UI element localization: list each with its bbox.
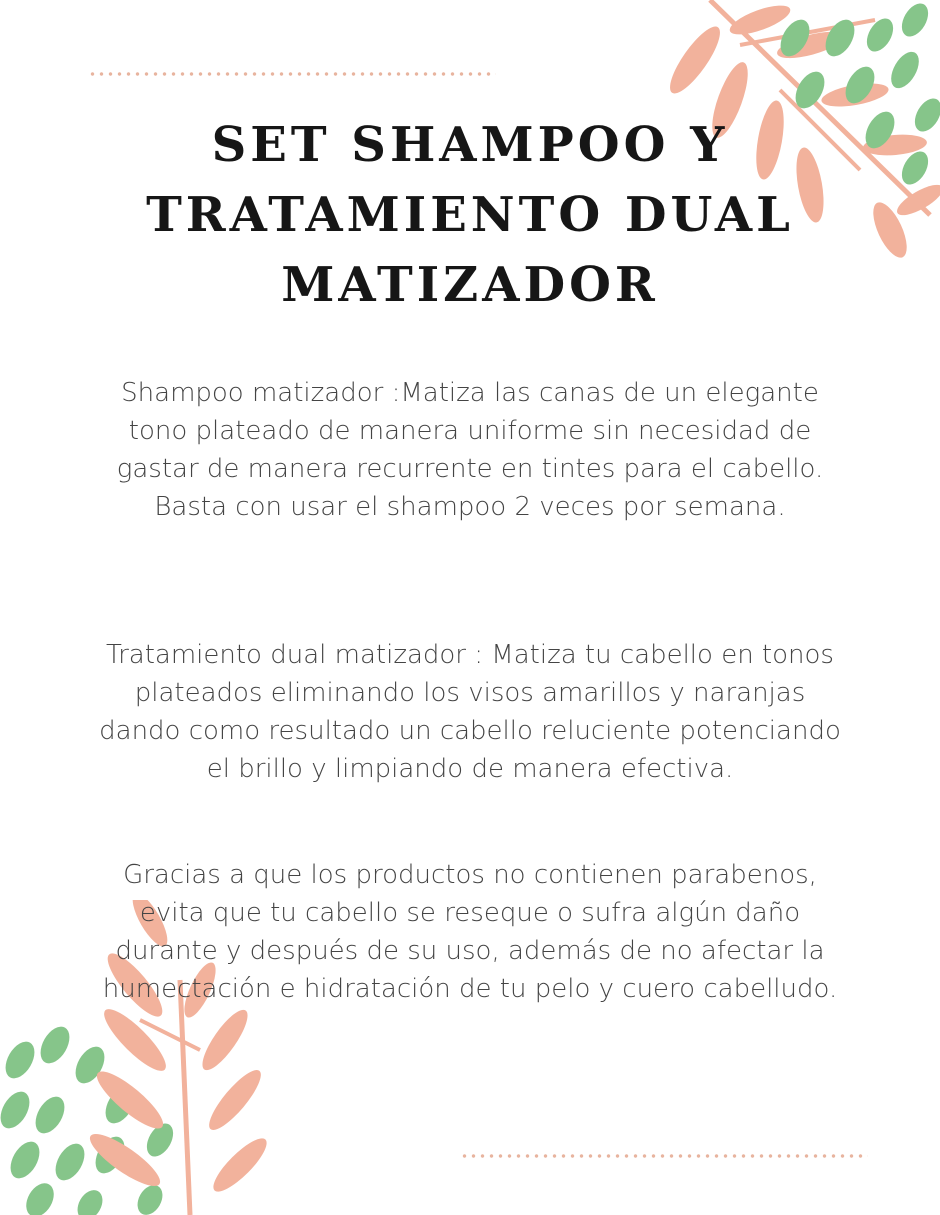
title-line: MATIZADOR <box>281 257 659 313</box>
top-dotted-divider <box>88 72 496 76</box>
paragraph-sin-parabenos: Gracias a que los productos no contienen parabenos, evita que tu cabello se reseque o sufra algún daño durante y después de su uso, además de no afectar la humectación e hidratación de tu pelo y cuero cabelludo. <box>102 860 838 1004</box>
title-line: SET SHAMPOO Y <box>211 117 729 173</box>
paragraph-shampoo-matizador: Shampoo matizador :Matiza las canas de un elegante tono plateado de manera uniforme sin necesidad de gastar de manera recurrente en tintes para el cabello. Basta con usar el shampoo 2 veces por semana. <box>116 378 824 522</box>
title-line: TRATAMIENTO DUAL <box>146 187 794 243</box>
bottom-dotted-divider <box>460 1154 868 1158</box>
page-title <box>70 110 870 320</box>
paragraph-tratamiento-dual: Tratamiento dual matizador : Matiza tu cabello en tonos plateados eliminando los visos amarillos y naranjas dando como resultado un cabello reluciente potenciando el brillo y limpiando de manera efectiva. <box>99 640 841 784</box>
